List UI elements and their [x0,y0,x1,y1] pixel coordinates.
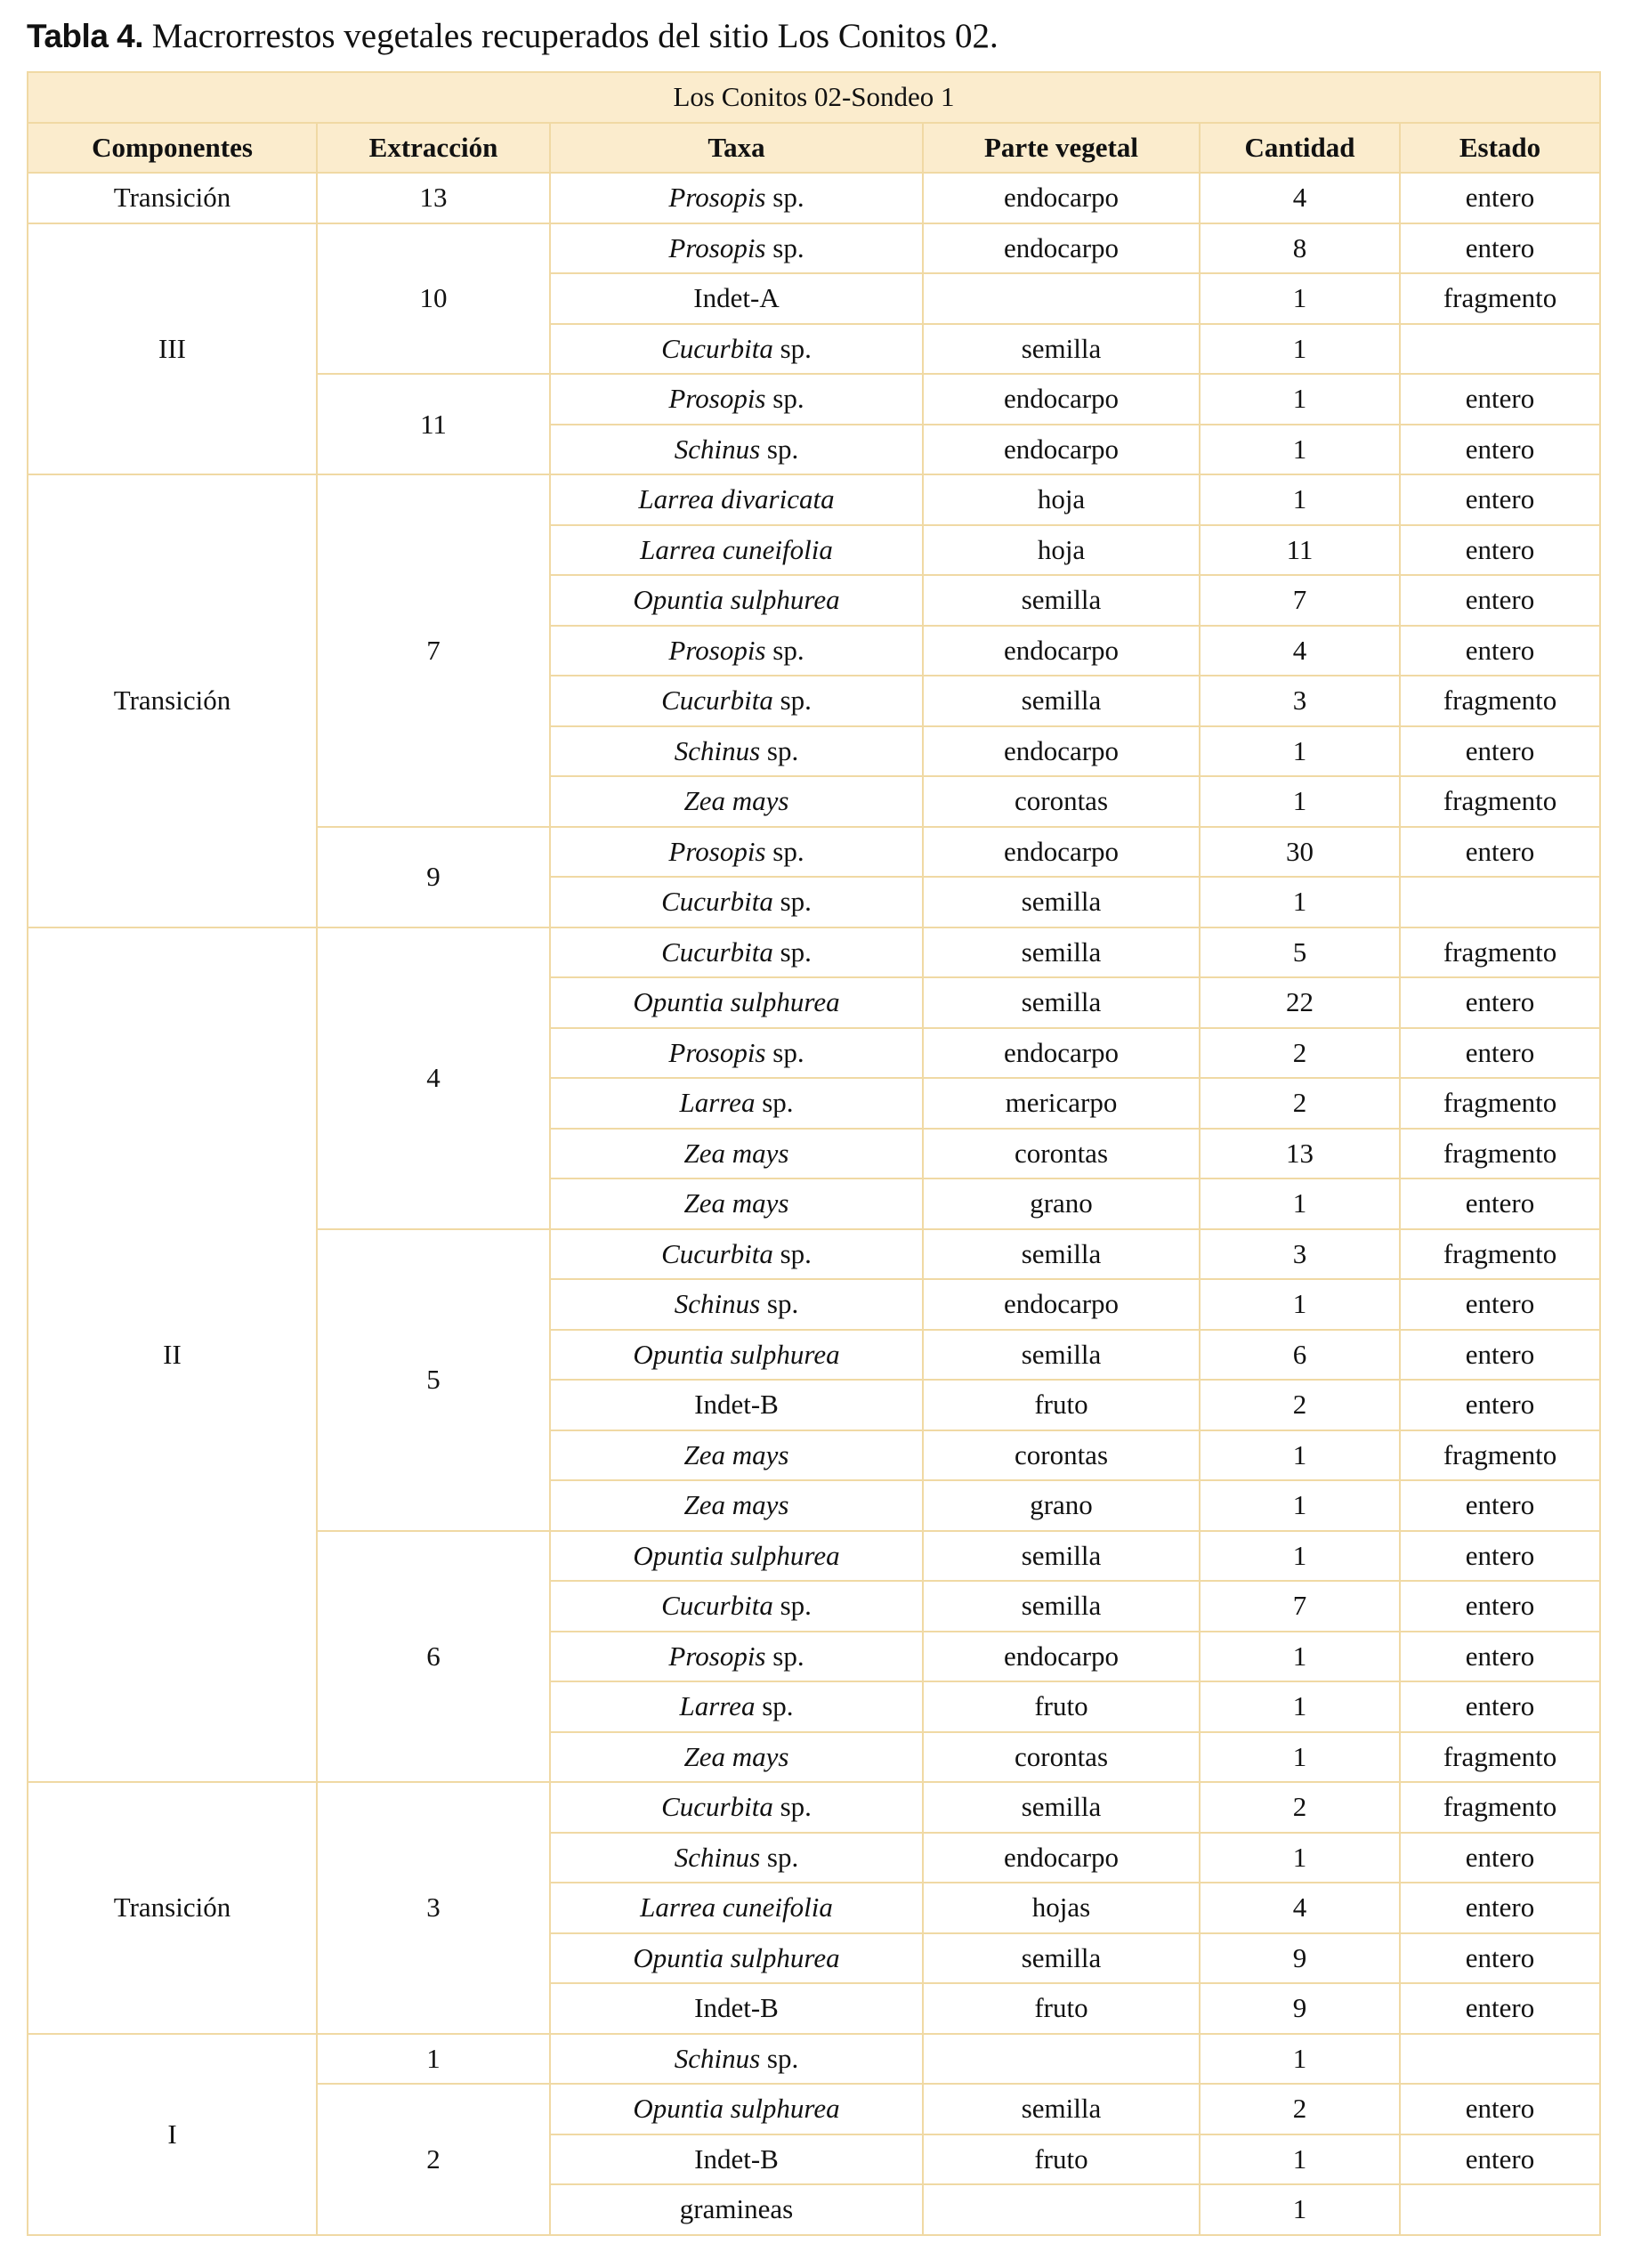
parte-vegetal-cell: grano [923,1480,1200,1531]
table-row [28,173,1600,223]
cantidad-cell: 5 [1200,927,1400,978]
taxa-genus: Prosopis [668,1640,766,1672]
estado-cell: entero [1400,374,1600,425]
taxa-suffix: sp. [772,332,812,364]
componente-cell: I [28,2034,317,2235]
estado-cell: fragmento [1400,927,1600,978]
cantidad-cell: 4 [1200,173,1400,223]
header-row [28,123,1600,174]
cantidad-cell: 2 [1200,1782,1400,1833]
caption-text: Macrorrestos vegetales recuperados del sitio Los Conitos 02. [151,17,998,55]
taxa-suffix: sp. [755,1087,794,1119]
parte-vegetal-cell: endocarpo [923,1632,1200,1682]
cantidad-cell: 1 [1200,1179,1400,1229]
parte-vegetal-cell: endocarpo [923,223,1200,274]
parte-vegetal-cell: semilla [923,324,1200,375]
parte-vegetal-cell: semilla [923,877,1200,927]
estado-cell: fragmento [1400,1782,1600,1833]
taxa-genus: Opuntia sulphurea [633,1539,840,1571]
cantidad-cell: 3 [1200,676,1400,726]
taxa-genus: Opuntia sulphurea [633,2093,840,2125]
taxa-suffix: sp. [765,383,804,415]
taxa-suffix: sp. [760,433,799,465]
cantidad-cell: 4 [1200,1883,1400,1933]
table-row [28,474,1600,525]
taxa-cell [550,2134,923,2185]
parte-vegetal-cell: semilla [923,2084,1200,2134]
taxa-cell [550,1681,923,1732]
parte-vegetal-cell: endocarpo [923,374,1200,425]
parte-vegetal-cell: semilla [923,927,1200,978]
cantidad-cell: 1 [1200,1531,1400,1582]
taxa-genus: Schinus [674,2042,761,2074]
cantidad-cell: 1 [1200,2034,1400,2085]
parte-vegetal-cell [923,2034,1200,2085]
parte-vegetal-cell: semilla [923,575,1200,626]
taxa-genus: Cucurbita [661,936,773,968]
cantidad-cell: 7 [1200,1581,1400,1632]
parte-vegetal-cell: mericarpo [923,1078,1200,1129]
taxa-genus: Schinus [674,1288,761,1320]
estado-cell [1400,2034,1600,2085]
estado-cell: entero [1400,1833,1600,1883]
cantidad-cell: 1 [1200,1732,1400,1783]
taxa-cell [550,1229,923,1280]
cantidad-cell: 1 [1200,324,1400,375]
taxa-suffix: sp. [772,1791,812,1823]
estado-cell [1400,2184,1600,2235]
taxa-cell [550,173,923,223]
parte-vegetal-cell: semilla [923,1933,1200,1984]
taxa-cell [550,977,923,1028]
cantidad-cell: 1 [1200,776,1400,827]
table-row [28,1782,1600,1833]
taxa-cell [550,726,923,777]
taxa-cell [550,877,923,927]
estado-cell: entero [1400,726,1600,777]
taxa-cell [550,2084,923,2134]
table-row [28,223,1600,274]
taxa-cell [550,525,923,576]
taxa-cell [550,1983,923,2034]
parte-vegetal-cell: semilla [923,676,1200,726]
taxa-suffix: sp. [765,182,804,214]
taxa-genus: Schinus [674,734,761,766]
taxa-genus: Opuntia sulphurea [633,986,840,1018]
taxa-suffix: Indet-A [693,282,780,314]
taxa-cell [550,1581,923,1632]
estado-cell: fragmento [1400,1732,1600,1783]
parte-vegetal-cell: endocarpo [923,827,1200,878]
parte-vegetal-cell: semilla [923,1782,1200,1833]
header-componentes: Componentes [28,123,317,174]
parte-vegetal-cell: corontas [923,776,1200,827]
taxa-suffix: sp. [760,734,799,766]
taxa-cell [550,1833,923,1883]
estado-cell [1400,324,1600,375]
extraccion-cell: 6 [317,1531,550,1783]
extraccion-cell: 9 [317,827,550,927]
cantidad-cell: 2 [1200,1028,1400,1079]
taxa-genus: Schinus [674,433,761,465]
cantidad-cell: 2 [1200,1078,1400,1129]
taxa-suffix: sp. [755,1690,794,1722]
cantidad-cell: 4 [1200,626,1400,676]
taxa-suffix: sp. [765,1640,804,1672]
estado-cell: entero [1400,1632,1600,1682]
parte-vegetal-cell [923,2184,1200,2235]
taxa-cell [550,1732,923,1783]
cantidad-cell: 1 [1200,1833,1400,1883]
extraccion-cell: 10 [317,223,550,375]
taxa-genus: Cucurbita [661,1237,773,1269]
taxa-suffix: Indet-B [694,2142,779,2175]
taxa-suffix: sp. [765,1036,804,1068]
componente-cell: II [28,927,317,1783]
taxa-cell [550,1279,923,1330]
cantidad-cell: 1 [1200,474,1400,525]
parte-vegetal-cell: fruto [923,2134,1200,2185]
parte-vegetal-cell: semilla [923,977,1200,1028]
parte-vegetal-cell: corontas [923,1732,1200,1783]
estado-cell: entero [1400,2084,1600,2134]
taxa-genus: Cucurbita [661,1791,773,1823]
estado-cell: fragmento [1400,1129,1600,1179]
parte-vegetal-cell [923,273,1200,324]
cantidad-cell: 1 [1200,1681,1400,1732]
taxa-suffix: sp. [772,1237,812,1269]
table-row [28,2034,1600,2085]
taxa-suffix: sp. [772,684,812,717]
taxa-cell [550,2034,923,2085]
taxa-cell [550,223,923,274]
extraccion-cell: 2 [317,2084,550,2235]
estado-cell: entero [1400,1531,1600,1582]
taxa-cell [550,2184,923,2235]
table-row [28,927,1600,978]
taxa-genus: Prosopis [668,634,766,666]
taxa-suffix: sp. [772,886,812,918]
cantidad-cell: 30 [1200,827,1400,878]
parte-vegetal-cell: endocarpo [923,425,1200,475]
extraccion-cell: 3 [317,1782,550,2034]
taxa-cell [550,776,923,827]
extraccion-cell: 5 [317,1229,550,1531]
cantidad-cell: 2 [1200,1380,1400,1430]
extraccion-cell: 7 [317,474,550,827]
taxa-cell [550,425,923,475]
estado-cell: fragmento [1400,676,1600,726]
macrorrestos-table [27,71,1601,2236]
header-estado: Estado [1400,123,1600,174]
taxa-suffix: sp. [765,835,804,867]
estado-cell: entero [1400,173,1600,223]
parte-vegetal-cell: endocarpo [923,1028,1200,1079]
cantidad-cell: 22 [1200,977,1400,1028]
taxa-suffix: sp. [760,1288,799,1320]
estado-cell: entero [1400,1330,1600,1381]
cantidad-cell: 1 [1200,2134,1400,2185]
taxa-cell [550,1632,923,1682]
estado-cell: entero [1400,1480,1600,1531]
parte-vegetal-cell: fruto [923,1681,1200,1732]
parte-vegetal-cell: semilla [923,1330,1200,1381]
cantidad-cell: 9 [1200,1983,1400,2034]
componente-cell: Transición [28,1782,317,2034]
taxa-cell [550,324,923,375]
taxa-suffix: Indet-B [694,1992,779,2024]
estado-cell: fragmento [1400,1430,1600,1481]
taxa-cell [550,1078,923,1129]
cantidad-cell: 8 [1200,223,1400,274]
taxa-cell [550,273,923,324]
parte-vegetal-cell: endocarpo [923,173,1200,223]
estado-cell: entero [1400,1883,1600,1933]
estado-cell: entero [1400,1983,1600,2034]
parte-vegetal-cell: corontas [923,1430,1200,1481]
taxa-cell [550,1028,923,1079]
parte-vegetal-cell: semilla [923,1229,1200,1280]
extraccion-cell: 13 [317,173,550,223]
taxa-cell [550,474,923,525]
taxa-suffix: sp. [760,2042,799,2074]
taxa-cell [550,1480,923,1531]
estado-cell: entero [1400,525,1600,576]
taxa-genus: Larrea [679,1690,756,1722]
cantidad-cell: 1 [1200,273,1400,324]
taxa-genus: Prosopis [668,383,766,415]
table-title: Los Conitos 02-Sondeo 1 [28,72,1600,123]
componente-cell: Transición [28,474,317,927]
estado-cell: entero [1400,474,1600,525]
cantidad-cell: 1 [1200,877,1400,927]
cantidad-cell: 13 [1200,1129,1400,1179]
taxa-genus: Zea mays [683,1438,789,1470]
header-taxa: Taxa [550,123,923,174]
taxa-cell [550,1782,923,1833]
table-body [28,173,1600,2235]
taxa-genus: Larrea divaricata [638,483,835,515]
taxa-genus: Zea mays [683,1137,789,1169]
header-parte-vegetal: Parte vegetal [923,123,1200,174]
taxa-cell [550,626,923,676]
taxa-cell [550,1179,923,1229]
parte-vegetal-cell: endocarpo [923,726,1200,777]
taxa-genus: Prosopis [668,835,766,867]
taxa-cell [550,1330,923,1381]
parte-vegetal-cell: endocarpo [923,1833,1200,1883]
taxa-suffix: sp. [765,634,804,666]
cantidad-cell: 11 [1200,525,1400,576]
estado-cell: entero [1400,1681,1600,1732]
extraccion-cell: 4 [317,927,550,1229]
taxa-suffix: sp. [760,1841,799,1873]
taxa-genus: Zea mays [683,785,789,817]
taxa-genus: Opuntia sulphurea [633,584,840,616]
cantidad-cell: 1 [1200,1632,1400,1682]
cantidad-cell: 1 [1200,1480,1400,1531]
estado-cell: fragmento [1400,776,1600,827]
taxa-cell [550,575,923,626]
header-extraccion: Extracción [317,123,550,174]
taxa-genus: Prosopis [668,231,766,263]
taxa-genus: Prosopis [668,1036,766,1068]
parte-vegetal-cell: endocarpo [923,626,1200,676]
taxa-genus: Larrea cuneifolia [640,1891,833,1924]
parte-vegetal-cell: grano [923,1179,1200,1229]
parte-vegetal-cell: corontas [923,1129,1200,1179]
cantidad-cell: 1 [1200,1279,1400,1330]
taxa-cell [550,1883,923,1933]
parte-vegetal-cell: fruto [923,1983,1200,2034]
taxa-cell [550,1129,923,1179]
cantidad-cell: 9 [1200,1933,1400,1984]
cantidad-cell: 3 [1200,1229,1400,1280]
estado-cell: entero [1400,1028,1600,1079]
estado-cell: entero [1400,2134,1600,2185]
estado-cell: entero [1400,1179,1600,1229]
taxa-cell [550,374,923,425]
caption-label: Tabla 4. [27,18,144,54]
parte-vegetal-cell: hoja [923,474,1200,525]
estado-cell: entero [1400,575,1600,626]
parte-vegetal-cell: semilla [923,1581,1200,1632]
taxa-cell [550,827,923,878]
taxa-genus: Opuntia sulphurea [633,1941,840,1973]
table-caption [27,16,998,56]
taxa-cell [550,676,923,726]
estado-cell: fragmento [1400,1078,1600,1129]
parte-vegetal-cell: hojas [923,1883,1200,1933]
estado-cell: entero [1400,977,1600,1028]
componente-cell: III [28,223,317,475]
estado-cell: entero [1400,1380,1600,1430]
taxa-genus: Cucurbita [661,886,773,918]
cantidad-cell: 7 [1200,575,1400,626]
taxa-genus: Schinus [674,1841,761,1873]
taxa-genus: Zea mays [683,1187,789,1219]
cantidad-cell: 1 [1200,1430,1400,1481]
estado-cell: fragmento [1400,273,1600,324]
extraccion-cell: 1 [317,2034,550,2085]
cantidad-cell: 1 [1200,425,1400,475]
taxa-cell [550,1430,923,1481]
taxa-genus: Opuntia sulphurea [633,1338,840,1370]
taxa-genus: Prosopis [668,182,766,214]
taxa-cell [550,927,923,978]
estado-cell: entero [1400,1279,1600,1330]
header-cantidad: Cantidad [1200,123,1400,174]
taxa-suffix: sp. [765,231,804,263]
cantidad-cell: 1 [1200,2184,1400,2235]
extraccion-cell: 11 [317,374,550,474]
taxa-suffix: gramineas [679,2193,794,2225]
estado-cell: entero [1400,1581,1600,1632]
cantidad-cell: 1 [1200,726,1400,777]
estado-cell: entero [1400,425,1600,475]
estado-cell: entero [1400,626,1600,676]
taxa-genus: Cucurbita [661,332,773,364]
parte-vegetal-cell: fruto [923,1380,1200,1430]
taxa-genus: Cucurbita [661,1590,773,1622]
estado-cell: entero [1400,223,1600,274]
parte-vegetal-cell: hoja [923,525,1200,576]
taxa-suffix: sp. [772,936,812,968]
componente-cell: Transición [28,173,317,223]
estado-cell: fragmento [1400,1229,1600,1280]
taxa-genus: Larrea cuneifolia [640,533,833,565]
taxa-cell [550,1531,923,1582]
taxa-suffix: sp. [772,1590,812,1622]
estado-cell: entero [1400,1933,1600,1984]
taxa-genus: Zea mays [683,1740,789,1772]
parte-vegetal-cell: semilla [923,1531,1200,1582]
cantidad-cell: 2 [1200,2084,1400,2134]
parte-vegetal-cell: endocarpo [923,1279,1200,1330]
taxa-cell [550,1933,923,1984]
taxa-cell [550,1380,923,1430]
cantidad-cell: 1 [1200,374,1400,425]
estado-cell: entero [1400,827,1600,878]
cantidad-cell: 6 [1200,1330,1400,1381]
estado-cell [1400,877,1600,927]
taxa-genus: Cucurbita [661,684,773,717]
taxa-suffix: Indet-B [694,1389,779,1421]
taxa-genus: Larrea [679,1087,756,1119]
taxa-genus: Zea mays [683,1489,789,1521]
